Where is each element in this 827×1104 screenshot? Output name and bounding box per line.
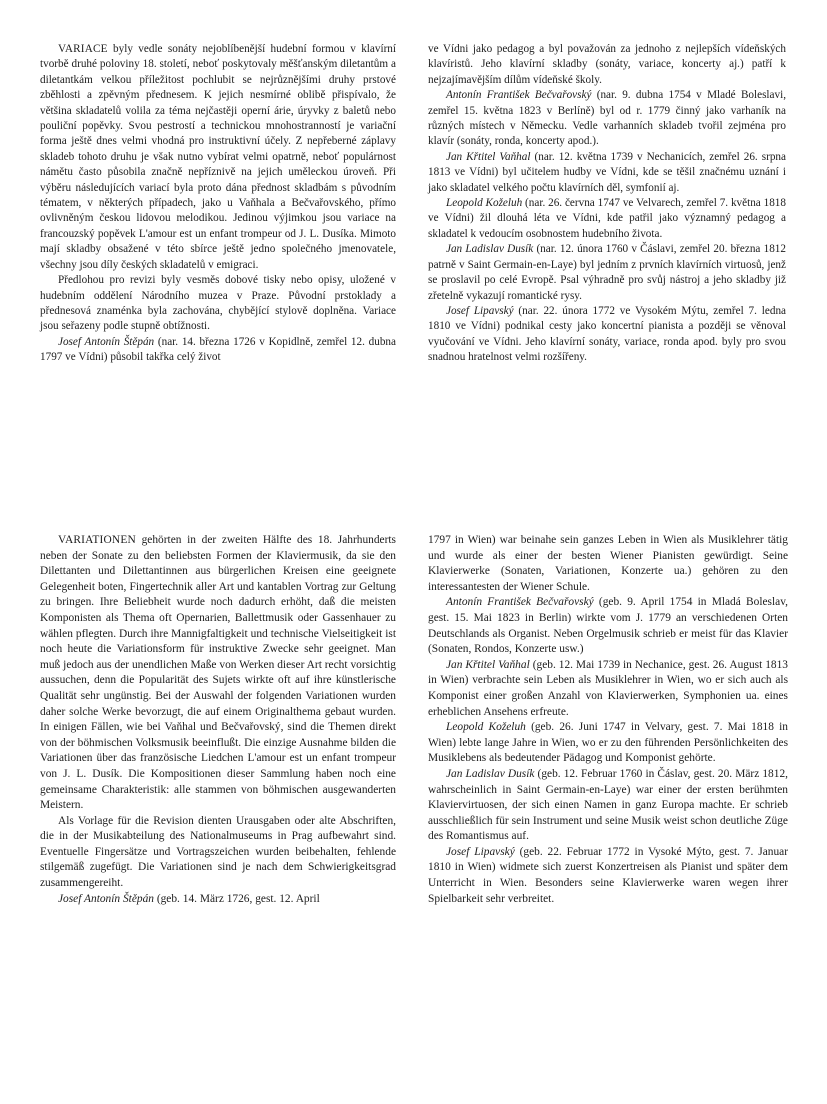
composer-name: Josef Lipavský [446,845,515,858]
composer-name: Jan Křtitel Vaňhal [446,658,530,671]
paragraph-text: 1797 in Wien) war beinahe sein ganzes Leben in Wien als Musiklehrer tätig und wurde als einer der besten Wiener Pianisten gewürdigt. Seine Klavierwerke (Sonaten, Variationen, Konzerte ua.) gehören zu den interessantesten der Wiener Schule. [428,534,788,593]
paragraph-text: ve Vídni jako pedagog a byl považován za jednoho z nejlepších vídeňských klavíristů. Jeho klavírní skladby (sonáty, variace, koncerty aj.) patří k nejzajímavějším dílům vídeňské školy. [428,43,786,86]
paragraph-text: (geb. 26. Juni 1747 in Velvary, gest. 7. Mai 1818 in Wien) lebte lange Jahre in Wien, wo er zu den führenden Persönlichkeiten des Musiklebens als bedeutender Pädagog und Komponist gehörte. [428,721,788,765]
paragraph [428,720,788,767]
paragraph-text: gehörten in der zweiten Hälfte des 18. Jahrhunderts neben der Sonate zu den beliebsten Formen der Klaviermusik, da sie den Dilettanten und Dilettantinnen aus bürgerlichen Kreisen eine geeignete Gelegenheit boten, Fingertechnik aller Art und kantablen Vortrag zur Geltung zu bringen. Ihre Beliebheit wurde noch dadurch erhöht, daß die meisten Komponisten als Thema oft Opernarien, Ballettmusik oder Gassenhauer zu wählen pflegten. Durch ihre Mannigfaltigkeit und technische Vielseitigkeit ist noch heute die Variationsform für instruktive Zwecke sehr geeignet. Man muß jedoch aus der unendlichen Maße von Werken dieser Art recht vorsichtig aussuchen, denn die Popularität des Sujets wirkte oft auf ihre künstlerische Qualität sehr ungünstig. Bei der Auswahl der folgenden Variationen wurden daher solche Werke bevorzugt, die auf einem Originalthema gebaut wurden. In einigen Fällen, wie bei Vaňhal und Bečvařovský, sind die Themen direkt von der böhmischen Volksmusik beeinflußt. Die einzige Ausnahme bilden die Variationen über das französische Liedchen L'amour est un enfant trompeur von J. L. Dusík. Die Kompositionen dieser Sammlung haben noch eine gemeinsame Charakteristik: alle stammen von böhmischen ausgewanderten Meistern. [40,534,396,812]
paragraph-text: (nar. 12. února 1760 v Čáslavi, zemřel 20. března 1812 patrně v Saint Germain-en-Laye) byl jedním z prvních klavírních virtuosů, jenž se proslavil po celé Evropě. Psal výhradně pro svůj nástroj a jeho skladby již zřetelně vykazují romantické rysy. [428,243,786,302]
paragraph-text: Als Vorlage für die Revision dienten Urausgaben oder alte Abschriften, die in der Musikabteilung des Nationalmuseums in Prag aufbewahrt sind. Eventuelle Fingersätze und Vortragszeichen wurden beibehalten, fehlende stilgemäß zugefügt. Die Variationen sind je nach dem Schwierigkeitsgrad zusammengereiht. [40,814,396,890]
paragraph-text: byly vedle sonáty nejoblíbenější hudební formou v klavírní tvorbě druhé poloviny 18. století, neboť poskytovaly měšťanským diletantům a diletantkám velkou příležitost pochlubit se nejrůznějšími druhy prstové zběhlosti a zpěvným přednesem. K jejich nesmírné oblibě přispívalo, že většina skladatelů volila za téma nejčastěji operní árie, úryvky z baletů nebo pouliční popěvky. Svou pestrostí a technickou mnohostranností je variační forma ještě dnes velmi vhodná pro instruktivní účely. Z nepřeberné záplavy skladeb tohoto druhu je však nutno vybírat velmi opatrně, neboť populárnost námětu často působila značně nepříznivě na jejich uměleckou úroveň. Při výběru následujících variací byla proto dána přednost skladbám s původním tématem, v některých případech, jako u Vaňhala a Bečvařovského, přímo ovlivněným českou lidovou melodikou. Jedinou výjimkou jsou variace na francouzský popěvek L'amour est un enfant trompeur od J. L. Dusíka. Mimoto mají skladby obsažené v této sbírce ještě jedno společného jmenovatele, všechny jsou díly českých skladatelů v emigraci. [40,43,396,271]
paragraph [40,892,396,908]
czech-column-right [428,42,786,366]
czech-column-left [40,42,396,366]
paragraph-text: (geb. 12. Februar 1760 in Čáslav, gest. 20. März 1812, wahrscheinlich in Saint Germain-en-Laye) war einer der ersten berühmten Klaviervirtuosen, der sich einen Namen in ganz Europa machte. Er schrieb ausschließlich für sein Instrument und seine Musik weist schon deutliche Züge des Romantismus auf. [428,767,788,843]
paragraph-text: (geb. 22. Februar 1772 in Vysoké Mýto, gest. 7. Januar 1810 in Wien) widmete sich zuerst Konzertreisen als Pianist und später dem Unterricht in Wien. Besonders seine Klavierwerke waren wegen ihrer Spielbarkeit sehr verbreitet. [428,845,788,905]
paragraph-text: (geb. 14. März 1726, gest. 12. April [153,892,320,905]
paragraph [40,335,396,366]
paragraph-text: Předlohou pro revizi byly vesměs dobové tisky nebo opisy, uložené v hudebním oddělení Národního muzea v Praze. Původní prstoklady a přednesová znaménka byla zachována, chybějící stylově doplněna. Variace jsou seřazeny podle stupně obtížnosti. [40,274,396,333]
paragraph [428,242,786,304]
lead-word: VARIACE [58,43,108,55]
paragraph [40,533,396,814]
paragraph [40,814,396,892]
paragraph [40,42,396,273]
composer-name: Leopold Koželuh [446,721,526,734]
german-column-right [428,533,788,907]
paragraph [428,150,786,196]
paragraph [428,88,786,150]
composer-name: Leopold Koželuh [446,197,523,210]
paragraph [428,658,788,720]
paragraph-text: (nar. 26. června 1747 ve Velvarech, zemřel 7. května 1818 ve Vídni) žil dlouhá léta ve Vídni, kde patřil jako významný pedagog a skladatel k vedoucím osobnostem hudebního života. [428,197,786,240]
paragraph-text: (nar. 9. dubna 1754 v Mladé Boleslavi, zemřel 15. května 1823 v Berlíně) byl od r. 1779 činný jako varhaník na různých místech v Německu. Vedle varhanních skladeb tvořil zejména pro klavír (sonáty, ronda, koncerty apod.). [428,89,787,148]
composer-name: Jan Křtitel Vaňhal [446,150,531,163]
paragraph-text: (nar. 12. května 1739 v Nechanicích, zemřel 26. srpna 1813 ve Vídni) byl učitelem hudby ve Vídni, kde se těšil značnému uznání i jako skladatel velkého počtu klavírních děl, symfonií aj. [428,150,786,194]
lead-word: VARIATIONEN [58,534,136,546]
composer-name: Antonín František Bečvařovský [446,89,592,102]
paragraph-text: (nar. 22. února 1772 ve Vysokém Mýtu, zemřel 7. ledna 1810 ve Vídni) podnikal cesty jako koncertní pianista a později se věnoval vyučování ve Vídni. Jeho klavírní sonáty, variace, ronda apod. byly pro svou snadnou hratelnost velmi rozšířeny. [428,304,786,364]
paragraph [40,273,396,335]
paragraph-text: (geb. 12. Mai 1739 in Nechanice, gest. 26. August 1813 in Wien) verbrachte sein Leben als Musiklehrer in Wien, wo er sich auch als Komponist einer großen Anzahl von Klavierwerken, Symphonien ua. eines erheblichen Ansehens erfreute. [428,658,788,718]
german-column-left [40,533,396,907]
composer-name: Jan Ladislav Dusík [446,767,535,780]
paragraph-text: (geb. 9. April 1754 in Mladá Boleslav, gest. 15. Mai 1823 in Berlin) wirkte vom J. 1779 an verschiedenen Orten Deutschlands als Organist. Neben Orgelmusik schrieb er meist für das Klavier (Sonaten, Rondos, Konzerte usw.) [428,596,788,656]
composer-name: Josef Lipavský [446,304,514,317]
composer-name: Josef Antonín Štěpán [58,892,154,905]
composer-name: Josef Antonín Štěpán [58,335,155,348]
paragraph [428,304,786,366]
composer-name: Antonín František Bečvařovský [446,596,594,609]
paragraph [428,533,788,595]
paragraph [428,767,788,845]
paragraph [428,42,786,88]
paragraph [428,595,788,657]
paragraph-text: (nar. 14. března 1726 v Kopidlně, zemřel 12. dubna 1797 ve Vídni) působil takřka celý život [40,335,396,364]
paragraph [428,196,786,242]
composer-name: Jan Ladislav Dusík [446,243,534,256]
paragraph [428,845,788,907]
